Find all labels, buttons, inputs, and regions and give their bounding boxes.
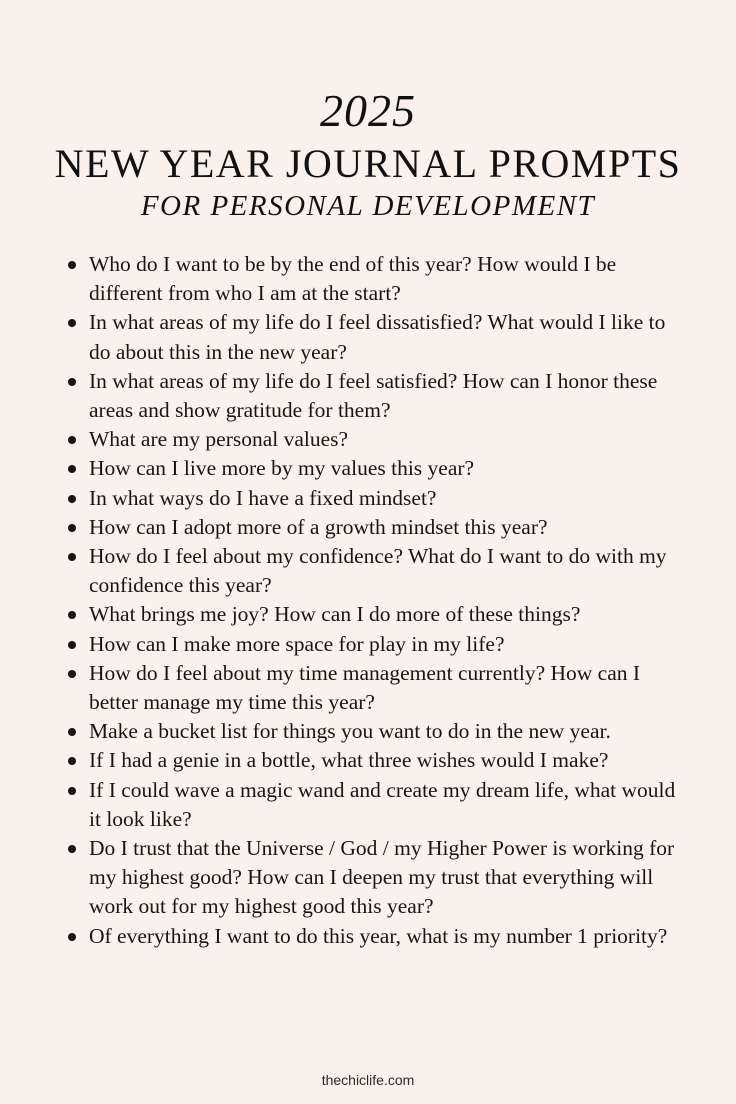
prompt-item [60, 834, 690, 922]
site-credit: thechiclife.com [321, 1072, 415, 1088]
prompt-text: If I had a genie in a bottle, what three wishes would I make? [89, 748, 609, 773]
prompt-text: Do I trust that the Universe / God / my Higher Power is working for my highest good? How can I deepen my trust that everything will work out for my highest good this year? [89, 836, 675, 919]
prompt-text: In what ways do I have a fixed mindset? [89, 485, 437, 510]
prompt-item [60, 425, 690, 454]
prompt-text: In what areas of my life do I feel satisfied? How can I honor these areas and show gratitude for them? [89, 368, 658, 423]
year-heading: 2025 [320, 85, 416, 136]
prompt-item [60, 250, 690, 308]
prompt-item [60, 308, 690, 366]
prompt-list [60, 250, 690, 951]
prompt-text: How can I adopt more of a growth mindset this year? [89, 514, 548, 539]
prompt-item [60, 600, 690, 629]
bullet-icon [68, 845, 76, 853]
prompt-text: How do I feel about my time management currently? How can I better manage my time this year? [89, 660, 641, 715]
prompt-item [60, 454, 690, 483]
prompt-text: How do I feel about my confidence? What do I want to do with my confidence this year? [89, 544, 667, 598]
page-title: NEW YEAR JOURNAL PROMPTS [54, 141, 682, 186]
prompt-item [60, 717, 690, 746]
bullet-icon [68, 757, 76, 765]
prompt-text: Who do I want to be by the end of this year? How would I be different from who I am at the start? [89, 252, 617, 306]
prompt-item [60, 484, 690, 513]
prompt-item [60, 630, 690, 659]
prompt-text: How can I make more space for play in my life? [89, 631, 505, 656]
bullet-icon [68, 436, 76, 444]
bullet-icon [68, 261, 76, 269]
bullet-icon [68, 378, 76, 386]
bullet-icon [68, 553, 76, 561]
header [0, 86, 736, 224]
prompt-text: What are my personal values? [89, 427, 349, 452]
prompt-text: Make a bucket list for things you want to do in the new year. [89, 719, 611, 744]
bullet-icon [68, 465, 76, 473]
bullet-icon [68, 641, 76, 649]
prompt-item [60, 542, 690, 600]
prompt-item [60, 513, 690, 542]
bullet-icon [68, 524, 76, 532]
bullet-icon [68, 495, 76, 503]
bullet-icon [68, 611, 76, 619]
bullet-icon [68, 319, 76, 327]
prompt-text: In what areas of my life do I feel dissatisfied? What would I like to do about this in the new year? [89, 310, 666, 364]
prompt-text: If I could wave a magic wand and create my dream life, what would it look like? [89, 777, 676, 831]
page-subtitle: FOR PERSONAL DEVELOPMENT [140, 190, 596, 222]
bullet-icon [68, 670, 76, 678]
prompt-item [60, 776, 690, 834]
bullet-icon [68, 728, 76, 736]
prompt-item [60, 922, 690, 951]
prompt-item [60, 367, 690, 425]
prompt-item [60, 746, 690, 775]
bullet-icon [68, 787, 76, 795]
prompt-item [60, 659, 690, 717]
bullet-icon [68, 933, 76, 941]
prompt-text: Of everything I want to do this year, what is my number 1 priority? [89, 923, 668, 948]
prompt-text: What brings me joy? How can I do more of these things? [89, 602, 581, 627]
prompt-text: How can I live more by my values this year? [89, 456, 475, 481]
